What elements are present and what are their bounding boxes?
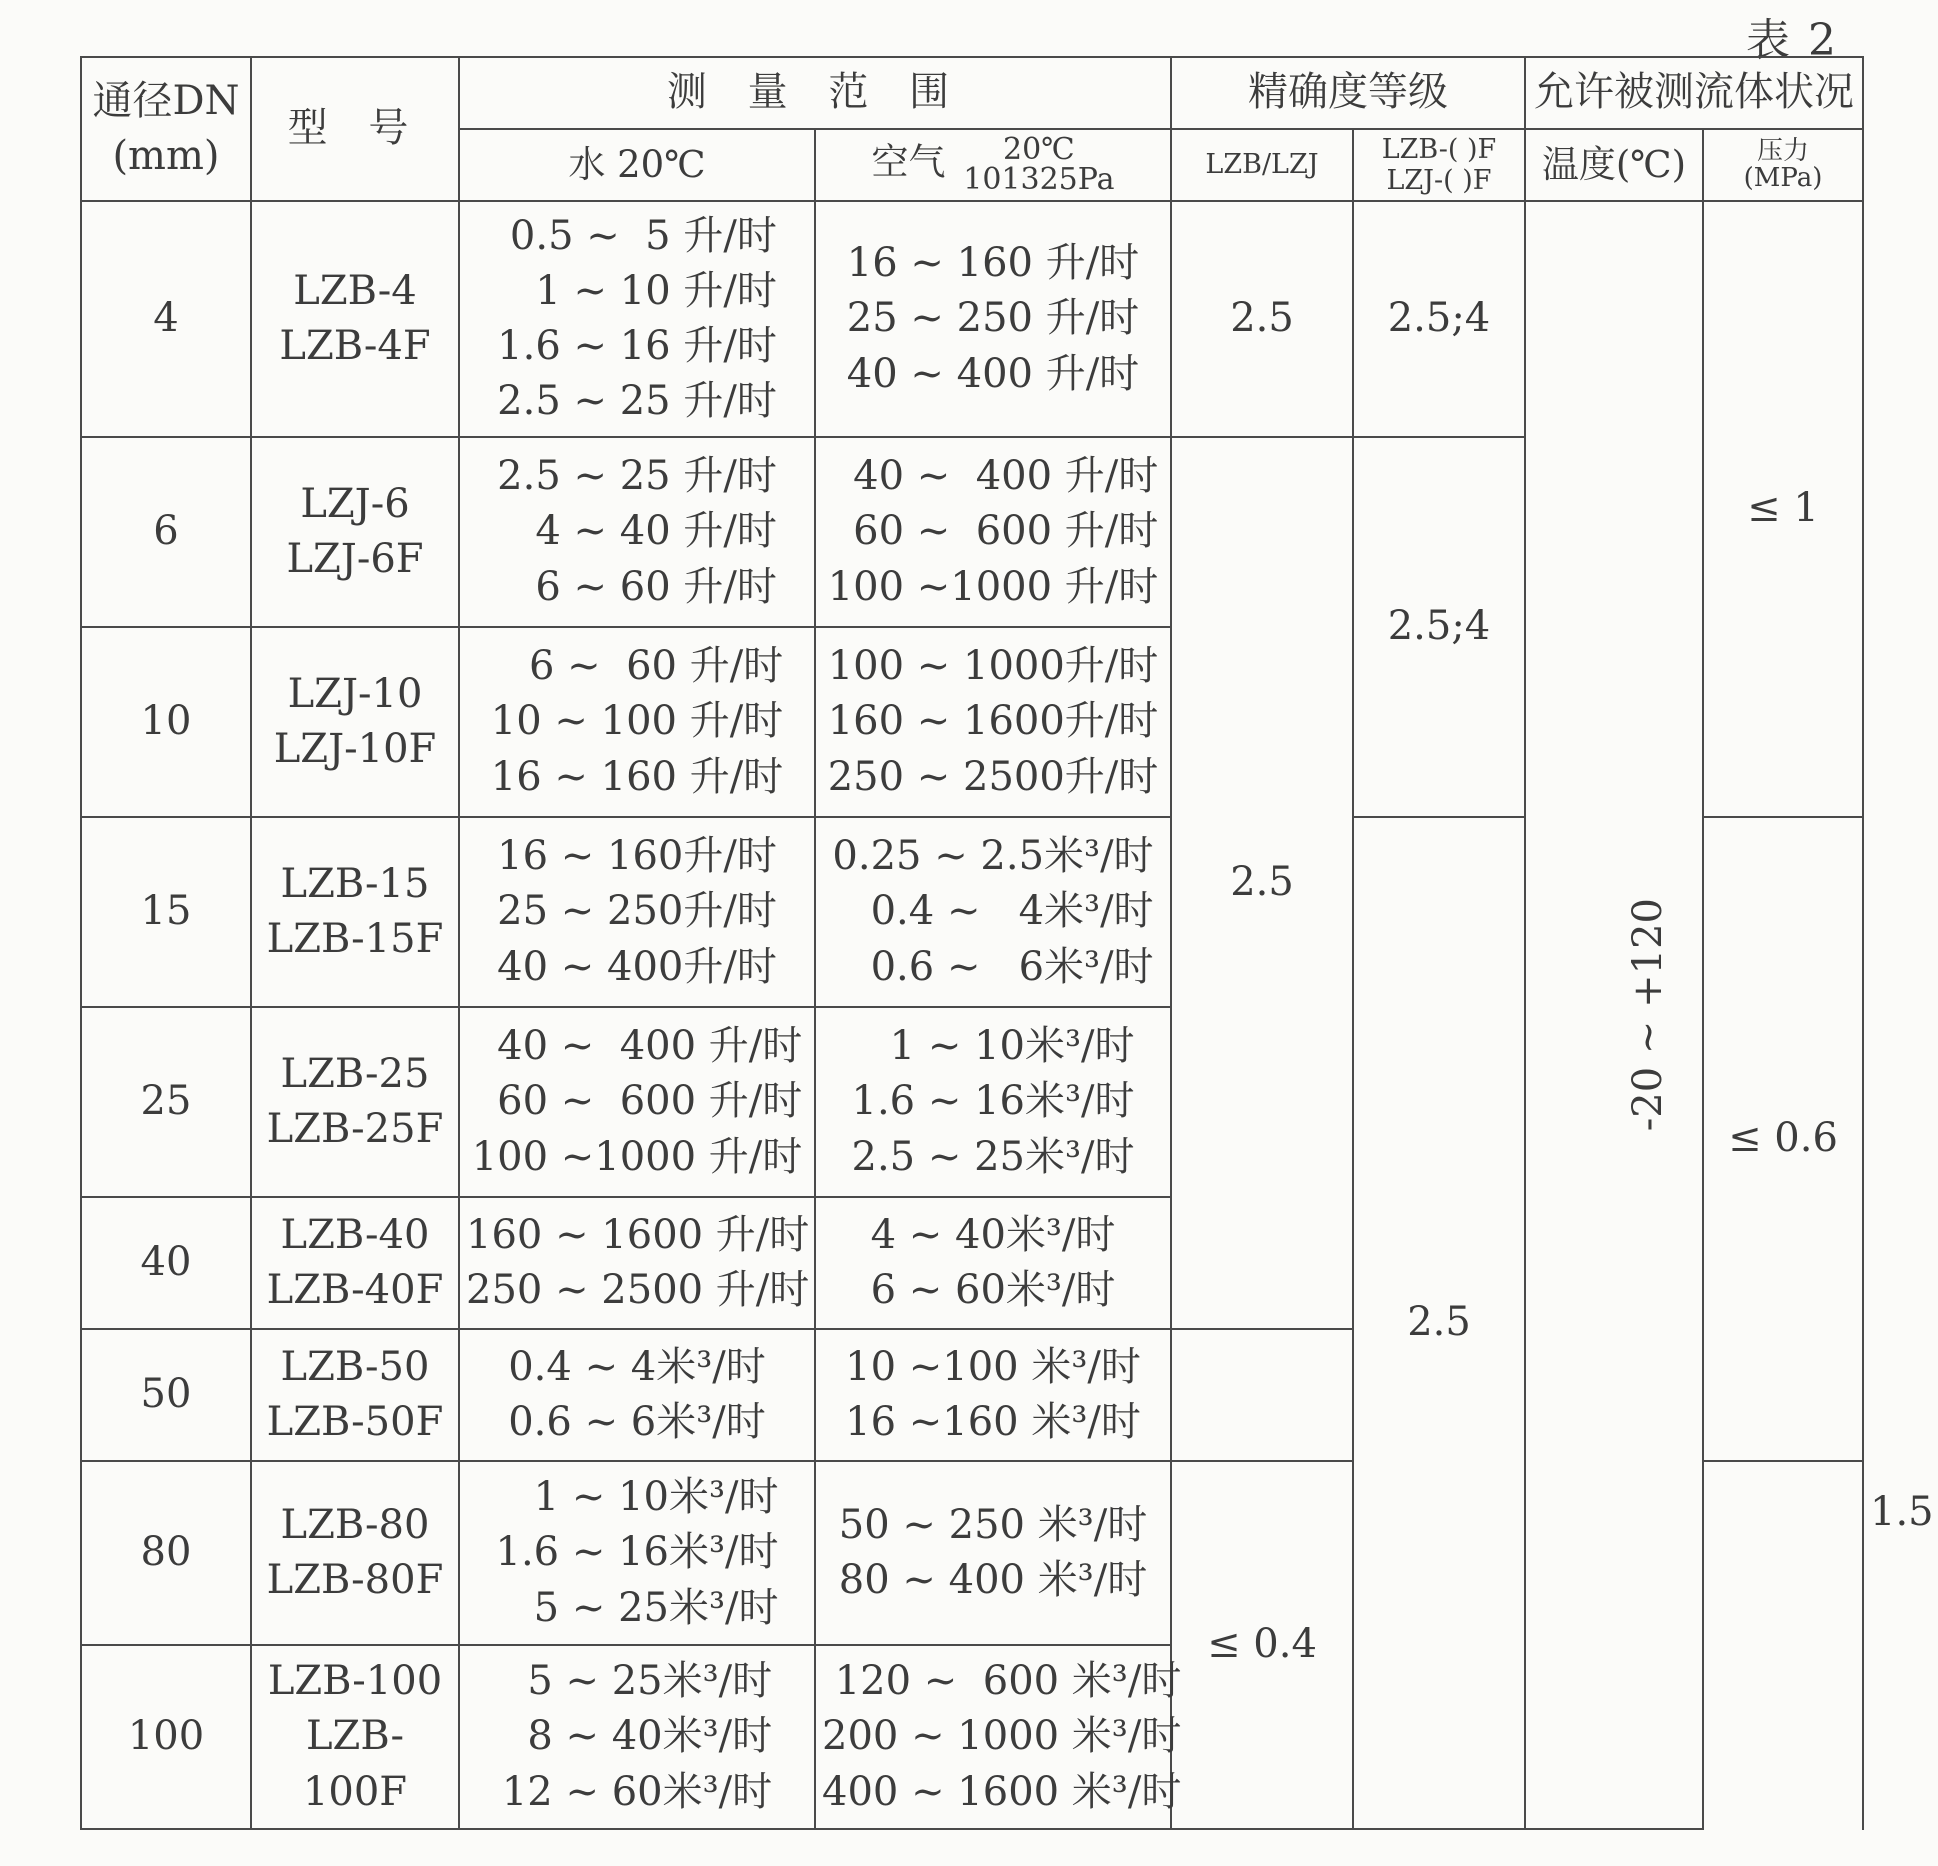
- header-temperature: 温度(℃): [1525, 129, 1703, 201]
- header-accuracy-lzb: LZB/LZJ: [1171, 129, 1353, 201]
- header-pressure: 压力 (MPa): [1703, 129, 1863, 201]
- accuracy-lzb-cell: 2.5: [1171, 437, 1353, 1329]
- air-range-cell: 4 ~ 40米³/时 6 ~ 60米³/时: [815, 1197, 1171, 1329]
- table-row: [81, 201, 1863, 437]
- temperature-value: -20 ~ +120: [1625, 898, 1672, 1132]
- model-cell: LZB-40 LZB-40F: [251, 1197, 459, 1329]
- water-range-cell: 0.4 ~ 4米³/时 0.6 ~ 6米³/时: [459, 1329, 815, 1461]
- accuracy-f-cell: 2.5;4: [1353, 201, 1525, 437]
- flowmeter-spec-table: [80, 56, 1934, 1830]
- dn-cell: 80: [81, 1461, 251, 1645]
- water-range-cell: 16 ~ 160升/时 25 ~ 250升/时 40 ~ 400升/时: [459, 817, 815, 1007]
- dn-cell: 4: [81, 201, 251, 437]
- header-model: 型 号: [251, 57, 459, 201]
- header-air-condition: 20℃ 101325Pa: [963, 132, 1115, 197]
- temperature-cell: [1525, 201, 1703, 1829]
- header-water: 水 20℃: [459, 129, 815, 201]
- air-range-cell: 1 ~ 10米³/时 1.6 ~ 16米³/时 2.5 ~ 25米³/时: [815, 1007, 1171, 1197]
- header-conditions: 允许被测流体状况: [1525, 57, 1863, 129]
- dn-cell: 40: [81, 1197, 251, 1329]
- header-air-label: 空气: [871, 140, 946, 184]
- air-range-cell: 120 ~ 600 米³/时 200 ~ 1000 米³/时 400 ~ 1600 米³/时: [815, 1645, 1171, 1829]
- model-cell: LZJ-6 LZJ-6F: [251, 437, 459, 627]
- dn-cell: 100: [81, 1645, 251, 1829]
- water-range-cell: 160 ~ 1600 升/时 250 ~ 2500 升/时: [459, 1197, 815, 1329]
- air-range-cell: 16 ~ 160 升/时 25 ~ 250 升/时 40 ~ 400 升/时: [815, 201, 1171, 437]
- air-range-cell: 50 ~ 250 米³/时 80 ~ 400 米³/时: [815, 1461, 1171, 1645]
- header-range: 测 量 范 围: [459, 57, 1171, 129]
- header-air: [815, 129, 1171, 201]
- water-range-cell: 6 ~ 60 升/时 10 ~ 100 升/时 16 ~ 160 升/时: [459, 627, 815, 817]
- dn-cell: 25: [81, 1007, 251, 1197]
- table-row: 40 LZB-40 LZB-40F 160 ~ 1600 升/时 250 ~ 2500 升/时 4 ~ 40米³/时 6 ~ 60米³/时 1.5: [81, 1197, 1863, 1329]
- water-range-cell: 5 ~ 25米³/时 8 ~ 40米³/时 12 ~ 60米³/时: [459, 1645, 815, 1829]
- table-caption: 表 2: [1746, 15, 1838, 66]
- header-dn: 通径DN (mm): [81, 57, 251, 201]
- air-range-cell: 0.25 ~ 2.5米³/时 0.4 ~ 4米³/时 0.6 ~ 6米³/时: [815, 817, 1171, 1007]
- model-cell: LZB-80 LZB-80F: [251, 1461, 459, 1645]
- model-cell: LZJ-10 LZJ-10F: [251, 627, 459, 817]
- water-range-cell: 40 ~ 400 升/时 60 ~ 600 升/时 100 ~1000 升/时: [459, 1007, 815, 1197]
- model-cell: LZB-100 LZB-100F: [251, 1645, 459, 1829]
- dn-cell: 15: [81, 817, 251, 1007]
- accuracy-f-cell: 2.5;4: [1353, 437, 1525, 817]
- model-cell: LZB-25 LZB-25F: [251, 1007, 459, 1197]
- water-range-cell: 0.5 ~ 5 升/时 1 ~ 10 升/时 1.6 ~ 16 升/时 2.5 ~ 25 升/时: [459, 201, 815, 437]
- header-accuracy: 精确度等级: [1171, 57, 1525, 129]
- model-cell: LZB-4 LZB-4F: [251, 201, 459, 437]
- dn-cell: 50: [81, 1329, 251, 1461]
- model-cell: LZB-15 LZB-15F: [251, 817, 459, 1007]
- water-range-cell: 2.5 ~ 25 升/时 4 ~ 40 升/时 6 ~ 60 升/时: [459, 437, 815, 627]
- air-range-cell: 100 ~ 1000升/时 160 ~ 1600升/时 250 ~ 2500升/时: [815, 627, 1171, 817]
- pressure-cell: ≤ 0.4: [1171, 1461, 1353, 1829]
- pressure-cell: ≤ 0.6: [1703, 817, 1863, 1461]
- accuracy-lzb-cell: 2.5: [1171, 201, 1353, 437]
- model-cell: LZB-50 LZB-50F: [251, 1329, 459, 1461]
- dn-cell: 10: [81, 627, 251, 817]
- water-range-cell: 1 ~ 10米³/时 1.6 ~ 16米³/时 5 ~ 25米³/时: [459, 1461, 815, 1645]
- pressure-cell: ≤ 1: [1703, 201, 1863, 817]
- dn-cell: 6: [81, 437, 251, 627]
- header-accuracy-f: LZB-( )F LZJ-( )F: [1353, 129, 1525, 201]
- accuracy-f-cell: 2.5: [1353, 817, 1525, 1829]
- air-range-cell: 40 ~ 400 升/时 60 ~ 600 升/时 100 ~1000 升/时: [815, 437, 1171, 627]
- air-range-cell: 10 ~100 米³/时 16 ~160 米³/时: [815, 1329, 1171, 1461]
